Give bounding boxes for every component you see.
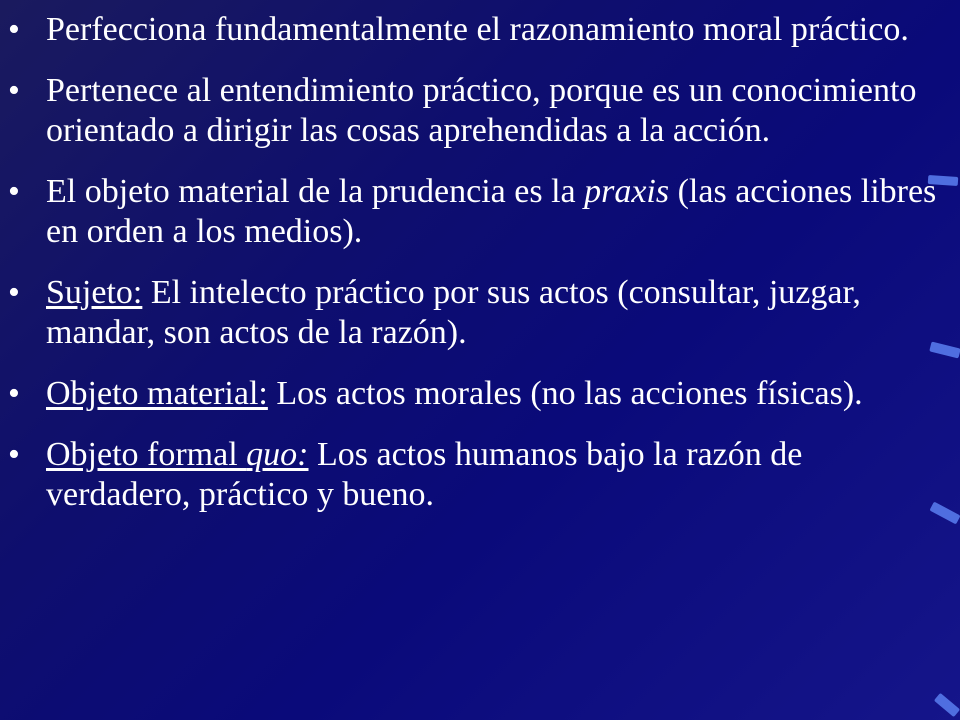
bullet-text: El intelecto práctico por sus actos (consultar, juzgar, mandar, son actos de la razón).	[46, 274, 861, 351]
bullet-text: Los actos humanos bajo la razón de verdadero, práctico y bueno.	[46, 436, 803, 513]
decorative-mark-4	[934, 693, 960, 717]
bullet-dot: •	[8, 436, 20, 473]
bullet-text: Pertenece al entendimiento práctico, porque es un conocimiento orientado a dirigir las cosas aprehendidas a la acción.	[46, 72, 917, 149]
bullet-item	[8, 10, 953, 50]
bullet-label-italic: quo:	[246, 436, 309, 473]
bullet-text: Perfecciona fundamentalmente el razonamiento moral práctico.	[46, 11, 909, 48]
bullet-label: Objeto formal	[46, 436, 247, 473]
bullet-label: Sujeto:	[46, 274, 143, 311]
bullet-dot: •	[8, 72, 20, 109]
bullet-item	[8, 273, 953, 353]
bullet-item	[8, 71, 953, 151]
bullet-item	[8, 374, 953, 414]
bullet-dot: •	[8, 274, 20, 311]
bullet-text-before: El objeto material de la prudencia es la	[46, 173, 585, 210]
bullet-item	[8, 435, 953, 515]
bullet-dot: •	[8, 11, 20, 48]
bullet-dot: •	[8, 375, 20, 412]
bullet-text: Los actos morales (no las acciones físicas).	[267, 375, 863, 412]
bullet-dot: •	[8, 173, 20, 210]
bullet-text-after: (las acciones libres en orden a los medios).	[46, 173, 937, 250]
bullet-italic-term: praxis	[584, 173, 670, 210]
bullet-item	[8, 172, 953, 252]
bullet-list	[8, 10, 953, 536]
bullet-label: Objeto material:	[46, 375, 268, 412]
